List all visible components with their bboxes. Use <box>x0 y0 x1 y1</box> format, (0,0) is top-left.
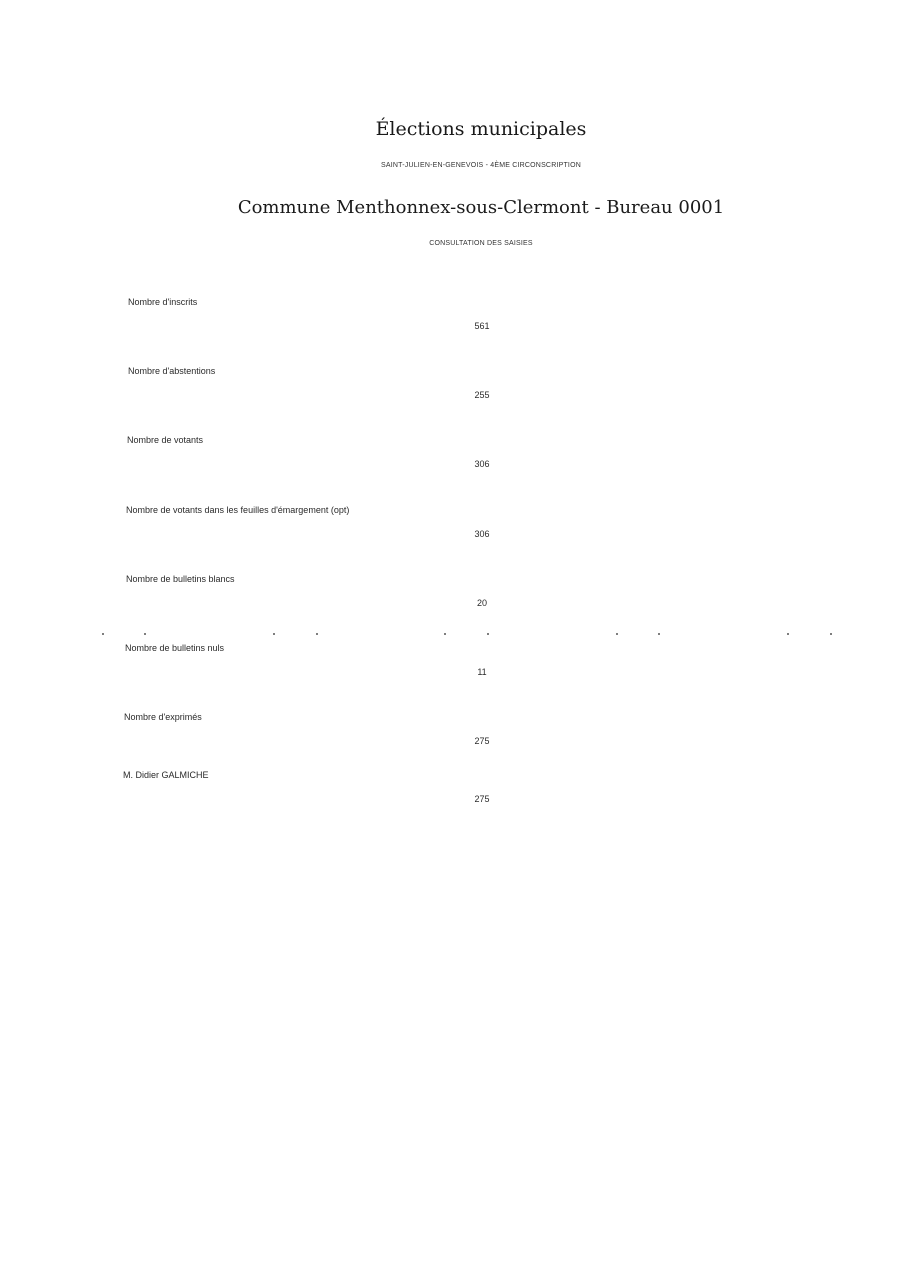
row-value-blancs: 20 <box>476 598 487 608</box>
row-label-exprimes: Nombre d'exprimés <box>124 712 202 722</box>
scan-dot <box>658 633 660 635</box>
scan-dot <box>316 633 318 635</box>
row-value-votants: 306 <box>474 459 490 469</box>
scan-dot <box>273 633 275 635</box>
scan-dot <box>102 633 104 635</box>
row-label-votants-emargement: Nombre de votants dans les feuilles d'émargement (opt) <box>126 505 350 515</box>
row-value-votants-emargement: 306 <box>474 529 490 539</box>
row-label-inscrits: Nombre d'inscrits <box>128 297 198 307</box>
scan-dots <box>96 633 836 637</box>
row-label-abstentions: Nombre d'abstentions <box>128 366 216 376</box>
row-value-abstentions: 255 <box>474 390 490 400</box>
scan-dot <box>444 633 446 635</box>
scan-dot <box>144 633 146 635</box>
page-title: Élections municipales <box>375 118 587 140</box>
section-label: CONSULTATION DES SAISIES <box>429 240 533 247</box>
scan-dot <box>487 633 489 635</box>
row-label-candidate: M. Didier GALMICHE <box>123 770 209 780</box>
row-label-blancs: Nombre de bulletins blancs <box>126 574 235 584</box>
row-value-candidate: 275 <box>474 794 490 804</box>
commune-heading: Commune Menthonnex-sous-Clermont - Bureau 0001 <box>237 197 725 218</box>
row-value-nuls: 11 <box>477 667 487 677</box>
row-label-votants: Nombre de votants <box>127 435 204 445</box>
row-value-exprimes: 275 <box>474 736 490 746</box>
row-value-inscrits: 561 <box>474 321 490 331</box>
scan-dot <box>830 633 832 635</box>
scan-dot <box>616 633 618 635</box>
row-label-nuls: Nombre de bulletins nuls <box>125 643 225 653</box>
scan-dot <box>787 633 789 635</box>
constituency-subtitle: SAINT-JULIEN-EN-GENEVOIS - 4ÈME CIRCONSCRIPTION <box>381 162 581 169</box>
